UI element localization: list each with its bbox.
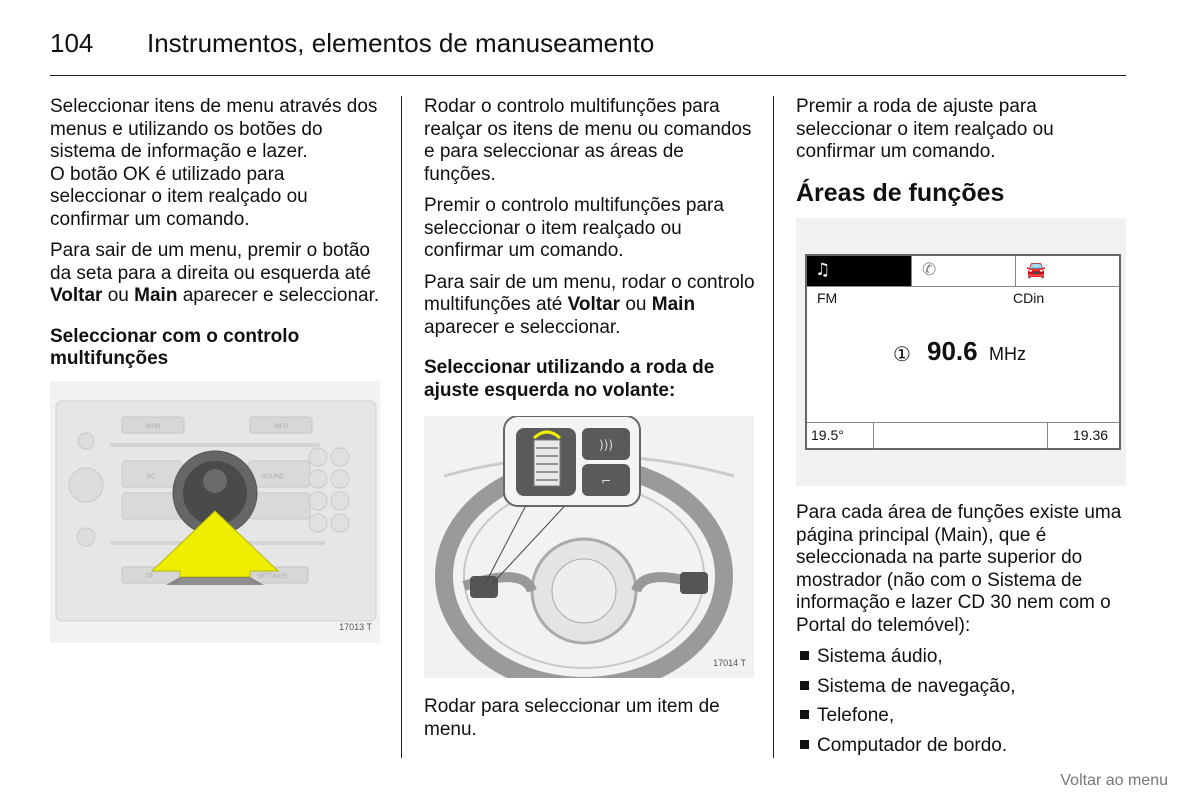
frequency-unit: MHz	[989, 344, 1026, 364]
paragraph: Rodar o controlo multifunções para realçar os itens de menu ou comandos e para seleccionar as áreas de funções.	[424, 96, 752, 185]
tp-button-label: TP	[145, 573, 153, 580]
paragraph: Premir o controlo multifunções para seleccionar o item realçado ou confirmar um comando.	[424, 195, 724, 261]
info-button-label: INFO	[273, 423, 289, 430]
list-item: Sistema áudio,	[796, 646, 1126, 669]
paragraph: Para sair de um menu, premir o botão da seta para a direita ou esquerda até Voltar ou Main aparecer e seleccionar.	[50, 240, 380, 306]
settings-button-label: SETTINGS	[257, 573, 288, 580]
back-to-menu-link[interactable]: Voltar ao menu	[1060, 772, 1168, 789]
svg-text:⌐: ⌐	[600, 474, 612, 488]
paragraph: Premir a roda de ajuste para seleccionar o item realçado ou confirmar um comando.	[796, 96, 1054, 162]
clock-readout: 19.36	[1073, 427, 1109, 443]
tab-audio	[807, 256, 911, 286]
steering-wheel-illustration	[424, 416, 754, 678]
subheading: Seleccionar com o controlo multifunções	[50, 325, 300, 369]
band-label: FM	[817, 290, 838, 306]
phone-handset-icon: ✆	[922, 260, 937, 280]
column-3	[796, 96, 1131, 224]
sound-button-label: SOUND	[262, 473, 284, 480]
column-divider	[401, 96, 402, 758]
list-item: Telefone,	[796, 705, 1126, 728]
subheading: Seleccionar utilizando a roda de ajuste esquerda no volante:	[424, 357, 715, 401]
steering-wheel-figure	[424, 416, 754, 678]
preset-number: ①	[893, 344, 911, 366]
music-note-icon: ♫	[815, 260, 831, 280]
paragraph: Para cada área de funções existe uma página principal (Main), que é seleccionada na parte superior do mostrador (não com o Sistema de informação e lazer CD 30 nem com o Portal do telemóvel):	[796, 502, 1122, 636]
section-heading: Áreas de funções	[796, 178, 1005, 207]
svg-text:))): )))	[598, 438, 614, 452]
column-2	[424, 96, 759, 750]
figure-code: 17014 T	[713, 657, 746, 668]
frequency-value: 90.6	[927, 336, 978, 366]
function-tabs	[807, 256, 1119, 287]
tab-board-computer	[1015, 256, 1120, 286]
figure-code: 17013 T	[339, 622, 372, 632]
bc-button-label: BC	[147, 473, 156, 480]
function-area-list	[796, 646, 1126, 757]
info-display	[805, 254, 1121, 450]
page-title: Instrumentos, elementos de manuseamento	[147, 28, 655, 58]
paragraph: Seleccionar itens de menu através dos menus e utilizando os botões do sistema de informação e lazer. O botão OK é utilizado para seleccionar o item realçado ou confirmar um comando.	[50, 96, 378, 230]
radio-panel-illustration	[50, 381, 380, 643]
main-button-label: MAIN	[145, 423, 161, 430]
header-rule	[50, 75, 1126, 76]
page-number: 104	[50, 28, 94, 58]
column-3-lower	[796, 502, 1126, 764]
source-label: CDin	[1013, 290, 1045, 306]
column-1	[50, 96, 385, 643]
paragraph: Rodar para seleccionar um item de menu.	[424, 696, 720, 740]
radio-control-figure	[50, 381, 380, 643]
temperature-readout: 19.5°	[811, 427, 844, 443]
page-header	[50, 24, 1126, 76]
status-bar	[807, 422, 1119, 449]
list-item: Sistema de navegação,	[796, 676, 1126, 699]
tab-phone	[911, 256, 1016, 286]
paragraph: Para sair de um menu, rodar o controlo multifunções até Voltar ou Main aparecer e seleccionar.	[424, 271, 755, 338]
column-divider	[773, 96, 774, 758]
list-item: Computador de bordo.	[796, 735, 1126, 758]
car-icon: 🚘	[1026, 260, 1046, 279]
